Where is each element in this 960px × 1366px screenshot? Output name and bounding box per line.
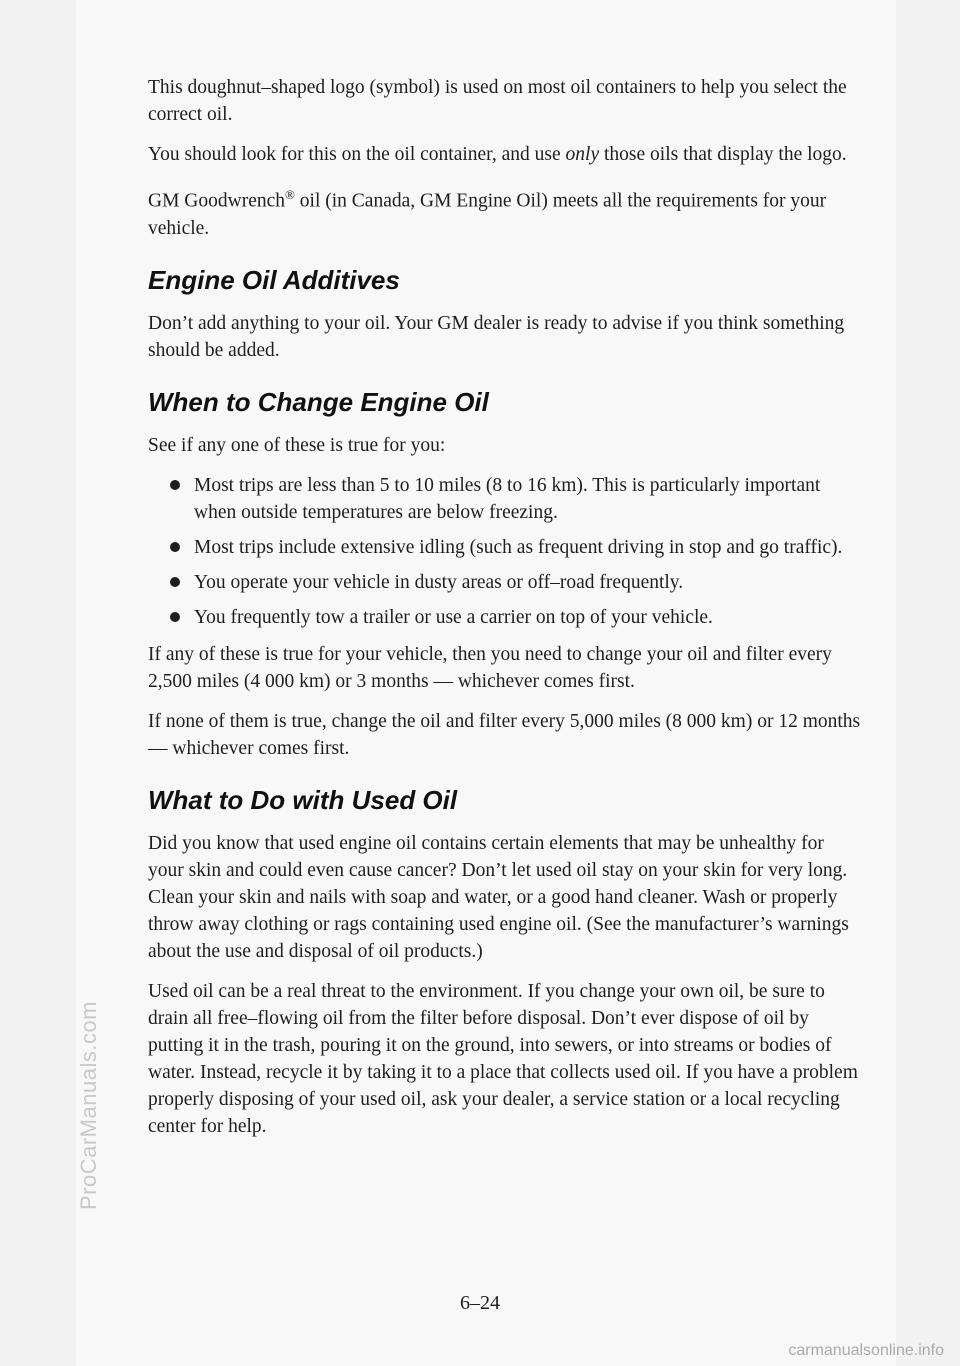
list-item	[148, 534, 863, 561]
logo-paragraph: This doughnut–shaped logo (symbol) is used on most oil containers to help you select the correct oil.	[148, 77, 847, 125]
page-content	[148, 74, 863, 1153]
change-intro: See if any one of these is true for you:	[148, 434, 446, 456]
goodwrench-text-end: oil (in Canada, GM Engine Oil) meets all the requirements for your vehicle.	[148, 190, 827, 239]
engine-oil-additives-heading: Engine Oil Additives	[148, 264, 400, 295]
list-item-text: Most trips are less than 5 to 10 miles (8 to 16 km). This is particularly important when outside temperatures are below freezing.	[194, 474, 821, 523]
list-item	[148, 604, 863, 631]
side-watermark: ProCarManuals.com	[76, 1000, 101, 1210]
bullet-icon	[170, 612, 180, 622]
list-item-text: You operate your vehicle in dusty areas or off–road frequently.	[194, 571, 684, 593]
bullet-icon	[170, 577, 180, 587]
page-number: 6–24	[460, 1292, 500, 1314]
used-oil-heading: What to Do with Used Oil	[148, 784, 458, 815]
conditions-list	[148, 472, 863, 631]
registered-mark: ®	[285, 187, 295, 202]
goodwrench-text-start: GM Goodwrench	[148, 190, 286, 212]
bullet-icon	[170, 542, 180, 552]
used-oil-health-paragraph: Did you know that used engine oil contains certain elements that may be unhealthy for your skin and could even cause cancer? Don’t let used oil stay on your skin for very long. Clean your skin and nails with soap and water, or a good hand cleaner. Wash or properly throw away clothing or rags containing used engine oil. (See the manufacturer’s warnings about the use and disposal of oil products.)	[148, 832, 849, 962]
list-item-text: Most trips include extensive idling (such as frequent driving in stop and go traffic).	[194, 536, 843, 558]
bottom-watermark: carmanualsonline.info	[788, 1342, 944, 1359]
list-item	[148, 472, 863, 526]
goodwrench-paragraph	[148, 181, 863, 242]
list-item-text: You frequently tow a trailer or use a carrier on top of your vehicle.	[194, 606, 713, 628]
used-oil-environment-paragraph: Used oil can be a real threat to the environment. If you change your own oil, be sure to drain all free–flowing oil from the filter before disposal. Don’t ever dispose of oil by putting it in the trash, pouring it on the ground, into sewers, or into streams or bodies of water. Instead, recycle it by taking it to a place that collects used oil. If you have a problem properly disposing of your used oil, ask your dealer, a service station or a local recycling center for help.	[148, 980, 858, 1137]
change-interval-normal: If none of them is true, change the oil and filter every 5,000 miles (8 000 km) or 12 months — whichever comes first.	[148, 710, 861, 759]
when-to-change-heading: When to Change Engine Oil	[148, 386, 489, 417]
only-emphasis: only	[565, 144, 600, 165]
look-for-logo-text-end: those oils that display the logo.	[599, 144, 847, 165]
bullet-icon	[170, 480, 180, 490]
change-interval-severe: If any of these is true for your vehicle, then you need to change your oil and filter every 2,500 miles (4 000 km) or 3 months — whichever comes first.	[148, 643, 832, 692]
look-for-logo-paragraph	[148, 141, 863, 168]
additives-paragraph: Don’t add anything to your oil. Your GM dealer is ready to advise if you think something should be added.	[148, 312, 845, 361]
list-item	[148, 569, 863, 596]
look-for-logo-text-start: You should look for this on the oil container, and use	[148, 144, 566, 165]
